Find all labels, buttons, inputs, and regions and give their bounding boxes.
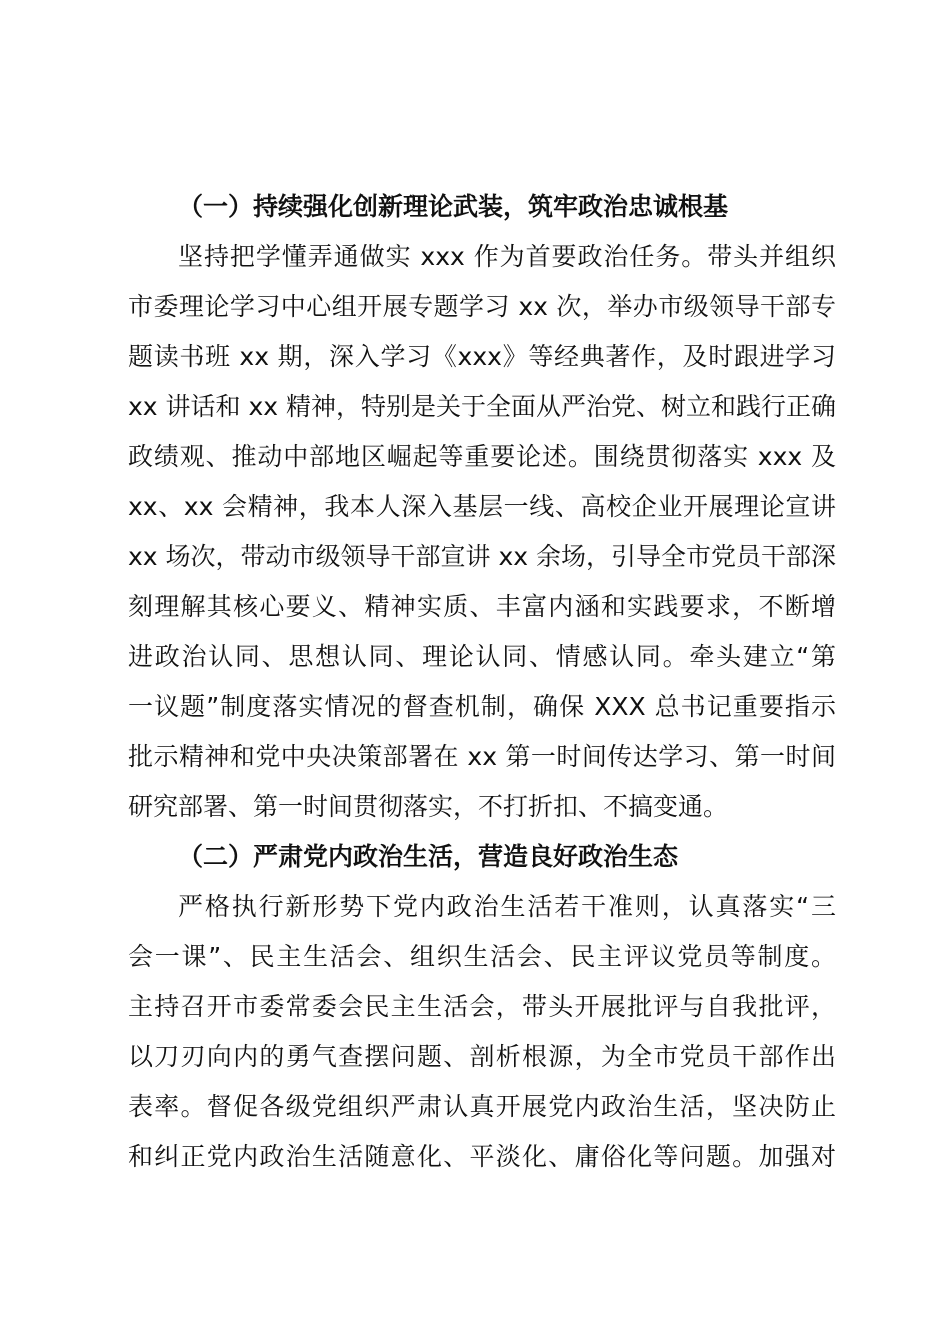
- text-line: 严格执行新形势下党内政治生活若干准则，认真落实“三: [178, 892, 836, 921]
- text-line: 坚持把学懂弄通做实 xxx 作为首要政治任务。带头并组织: [178, 242, 836, 271]
- text-line: 刻理解其核心要义、精神实质、丰富内涵和实践要求，不断增: [128, 592, 836, 621]
- text-line: xx、xx 会精神，我本人深入基层一线、高校企业开展理论宣讲: [128, 492, 836, 521]
- text-line: 批示精神和党中央决策部署在 xx 第一时间传达学习、第一时间: [128, 742, 836, 771]
- text-line: 研究部署、第一时间贯彻落实，不打折扣、不搞变通。: [128, 792, 729, 821]
- text-line: 题读书班 xx 期，深入学习《xxx》等经典著作，及时跟进学习: [128, 342, 836, 371]
- text-line: 和纠正党内政治生活随意化、平淡化、庸俗化等问题。加强对: [128, 1142, 836, 1171]
- section-2-paragraph: [128, 882, 836, 1182]
- text-line: 以刀刃向内的勇气查摆问题、剖析根源，为全市党员干部作出: [128, 1042, 836, 1071]
- text-line: xx 讲话和 xx 精神，特别是关于全面从严治党、树立和践行正确: [128, 392, 837, 421]
- text-line: 主持召开市委常委会民主生活会，带头开展批评与自我批评，: [128, 992, 836, 1021]
- document-page: [128, 182, 836, 1182]
- section-2-heading: （二）严肃党内政治生活，营造良好政治生态: [178, 842, 679, 871]
- section-1-heading: （一）持续强化创新理论武装，筑牢政治忠诚根基: [178, 192, 729, 221]
- section-1-paragraph: [128, 232, 836, 832]
- text-line: 表率。督促各级党组织严肃认真开展党内政治生活，坚决防止: [128, 1092, 836, 1121]
- text-line: 进政治认同、思想认同、理论认同、情感认同。牵头建立“第: [128, 642, 836, 671]
- text-line: xx 场次，带动市级领导干部宣讲 xx 余场，引导全市党员干部深: [128, 542, 837, 571]
- text-line: 政绩观、推动中部地区崛起等重要论述。围绕贯彻落实 xxx 及: [128, 442, 836, 471]
- text-line: 会一课”、民主生活会、组织生活会、民主评议党员等制度。: [128, 942, 836, 971]
- text-line: 市委理论学习中心组开展专题学习 xx 次，举办市级领导干部专: [128, 292, 836, 321]
- text-line: 一议题”制度落实情况的督查机制，确保 XXX 总书记重要指示: [128, 692, 836, 721]
